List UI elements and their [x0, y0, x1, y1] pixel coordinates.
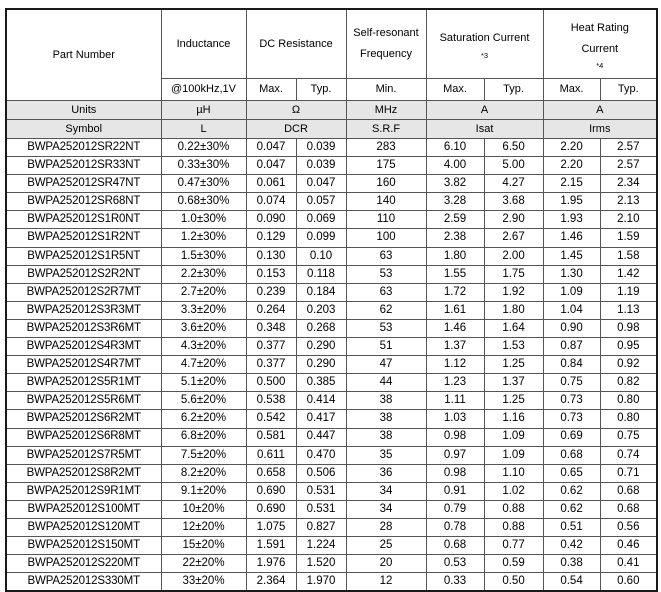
cell-dcr-max: 0.690 [246, 482, 296, 500]
cell-irms-max: 0.65 [543, 464, 600, 482]
header-heat-rating-current [543, 9, 657, 79]
cell-isat-max: 0.98 [426, 428, 484, 446]
cell-inductance: 3.3±20% [161, 301, 246, 319]
cell-srf-min: 140 [346, 193, 426, 211]
cell-isat-max: 1.12 [426, 356, 484, 374]
cell-dcr-max: 0.658 [246, 464, 296, 482]
cell-isat-max: 1.61 [426, 301, 484, 319]
cell-inductance: 22±20% [161, 555, 246, 573]
cell-srf-min: 63 [346, 247, 426, 265]
cell-part-number: BWPA252012S6R2MT [6, 410, 161, 428]
cell-dcr-max: 0.581 [246, 428, 296, 446]
subheader-dcr-typ: Typ. [296, 79, 346, 101]
cell-irms-max: 0.54 [543, 573, 600, 592]
cell-inductance: 0.33±30% [161, 157, 246, 175]
cell-srf-min: 28 [346, 518, 426, 536]
cell-irms-typ: 0.46 [600, 537, 657, 555]
table-row [6, 193, 657, 211]
cell-isat-max: 0.79 [426, 500, 484, 518]
cell-isat-max: 0.68 [426, 537, 484, 555]
cell-dcr-typ: 1.970 [296, 573, 346, 592]
cell-part-number: BWPA252012SR22NT [6, 139, 161, 157]
cell-isat-typ: 1.64 [484, 319, 543, 337]
cell-srf-min: 63 [346, 283, 426, 301]
cell-part-number: BWPA252012SR68NT [6, 193, 161, 211]
cell-isat-typ: 6.50 [484, 139, 543, 157]
cell-dcr-max: 2.364 [246, 573, 296, 592]
cell-inductance: 4.7±20% [161, 356, 246, 374]
cell-inductance: 15±20% [161, 537, 246, 555]
cell-dcr-max: 0.130 [246, 247, 296, 265]
cell-inductance: 1.5±30% [161, 247, 246, 265]
header-dc-resistance: DC Resistance [246, 9, 346, 79]
cell-irms-typ: 0.75 [600, 428, 657, 446]
table-row [6, 573, 657, 592]
cell-inductance: 12±20% [161, 518, 246, 536]
cell-isat-max: 3.82 [426, 175, 484, 193]
table-row [6, 356, 657, 374]
cell-inductance: 3.6±20% [161, 319, 246, 337]
cell-irms-typ: 1.42 [600, 265, 657, 283]
cell-isat-typ: 4.27 [484, 175, 543, 193]
subheader-isat-typ: Typ. [484, 79, 543, 101]
header-irms-line2: Current [581, 42, 619, 55]
cell-irms-typ: 0.80 [600, 410, 657, 428]
cell-dcr-max: 0.538 [246, 392, 296, 410]
cell-part-number: BWPA252012S1R0NT [6, 211, 161, 229]
header-isat-footnote: *3 [480, 50, 489, 60]
cell-srf-min: 100 [346, 229, 426, 247]
cell-dcr-max: 0.348 [246, 319, 296, 337]
header-srf-line2: Frequency [360, 48, 412, 60]
cell-dcr-max: 0.239 [246, 283, 296, 301]
cell-isat-max: 1.46 [426, 319, 484, 337]
table-row [6, 175, 657, 193]
cell-part-number: BWPA252012S1R5NT [6, 247, 161, 265]
cell-dcr-max: 0.061 [246, 175, 296, 193]
cell-dcr-typ: 0.118 [296, 265, 346, 283]
cell-irms-max: 1.04 [543, 301, 600, 319]
cell-inductance: 4.3±20% [161, 338, 246, 356]
cell-dcr-typ: 0.417 [296, 410, 346, 428]
cell-inductance: 2.7±20% [161, 283, 246, 301]
header-self-resonant-frequency [346, 9, 426, 79]
cell-dcr-typ: 0.039 [296, 157, 346, 175]
cell-inductance: 6.2±20% [161, 410, 246, 428]
cell-irms-typ: 2.34 [600, 175, 657, 193]
cell-inductance: 8.2±20% [161, 464, 246, 482]
cell-dcr-typ: 1.520 [296, 555, 346, 573]
cell-inductance: 10±20% [161, 500, 246, 518]
cell-part-number: BWPA252012S4R3MT [6, 338, 161, 356]
units-row [6, 101, 657, 120]
cell-isat-max: 1.37 [426, 338, 484, 356]
cell-irms-max: 0.69 [543, 428, 600, 446]
table-row [6, 211, 657, 229]
cell-srf-min: 44 [346, 374, 426, 392]
cell-dcr-max: 1.591 [246, 537, 296, 555]
cell-isat-typ: 1.25 [484, 356, 543, 374]
symbol-isat: Isat [426, 120, 543, 139]
cell-isat-typ: 1.25 [484, 392, 543, 410]
cell-irms-typ: 0.71 [600, 464, 657, 482]
cell-dcr-max: 0.264 [246, 301, 296, 319]
cell-inductance: 5.1±20% [161, 374, 246, 392]
table-row [6, 428, 657, 446]
cell-srf-min: 110 [346, 211, 426, 229]
header-irms-line1: Heat Rating [570, 21, 629, 34]
table-row [6, 518, 657, 536]
units-isat: A [426, 101, 543, 120]
symbol-label: Symbol [6, 120, 161, 139]
cell-inductance: 0.22±30% [161, 139, 246, 157]
cell-dcr-typ: 0.414 [296, 392, 346, 410]
cell-irms-max: 0.73 [543, 392, 600, 410]
cell-irms-max: 0.75 [543, 374, 600, 392]
cell-part-number: BWPA252012S5R1MT [6, 374, 161, 392]
cell-dcr-max: 0.074 [246, 193, 296, 211]
cell-irms-max: 1.46 [543, 229, 600, 247]
cell-part-number: BWPA252012S3R6MT [6, 319, 161, 337]
cell-srf-min: 25 [346, 537, 426, 555]
cell-part-number: BWPA252012S220MT [6, 555, 161, 573]
cell-irms-max: 0.62 [543, 500, 600, 518]
symbol-srf: S.R.F [346, 120, 426, 139]
cell-irms-typ: 0.82 [600, 374, 657, 392]
symbol-irms: Irms [543, 120, 657, 139]
units-label: Units [6, 101, 161, 120]
cell-irms-max: 0.73 [543, 410, 600, 428]
cell-inductance: 5.6±20% [161, 392, 246, 410]
cell-irms-max: 0.90 [543, 319, 600, 337]
cell-irms-typ: 0.95 [600, 338, 657, 356]
cell-irms-typ: 1.59 [600, 229, 657, 247]
cell-isat-max: 0.78 [426, 518, 484, 536]
cell-srf-min: 34 [346, 500, 426, 518]
cell-dcr-typ: 0.290 [296, 338, 346, 356]
cell-inductance: 33±20% [161, 573, 246, 592]
cell-dcr-max: 0.500 [246, 374, 296, 392]
cell-srf-min: 283 [346, 139, 426, 157]
subheader-irms-typ: Typ. [600, 79, 657, 101]
cell-irms-typ: 2.57 [600, 157, 657, 175]
cell-isat-max: 1.72 [426, 283, 484, 301]
cell-srf-min: 47 [346, 356, 426, 374]
cell-isat-max: 6.10 [426, 139, 484, 157]
cell-dcr-typ: 0.268 [296, 319, 346, 337]
cell-srf-min: 20 [346, 555, 426, 573]
cell-isat-typ: 1.80 [484, 301, 543, 319]
cell-isat-typ: 1.37 [484, 374, 543, 392]
cell-isat-typ: 1.09 [484, 428, 543, 446]
cell-part-number: BWPA252012S2R7MT [6, 283, 161, 301]
cell-irms-max: 0.84 [543, 356, 600, 374]
cell-irms-max: 1.45 [543, 247, 600, 265]
cell-irms-typ: 1.13 [600, 301, 657, 319]
cell-irms-typ: 2.10 [600, 211, 657, 229]
cell-srf-min: 51 [346, 338, 426, 356]
cell-dcr-typ: 0.385 [296, 374, 346, 392]
cell-irms-typ: 0.74 [600, 446, 657, 464]
cell-irms-max: 0.42 [543, 537, 600, 555]
cell-inductance: 1.2±30% [161, 229, 246, 247]
header-saturation-current [426, 9, 543, 79]
spec-sheet [5, 8, 656, 592]
cell-irms-max: 0.38 [543, 555, 600, 573]
cell-isat-typ: 2.00 [484, 247, 543, 265]
cell-isat-typ: 1.09 [484, 446, 543, 464]
table-row [6, 229, 657, 247]
cell-srf-min: 62 [346, 301, 426, 319]
cell-part-number: BWPA252012S1R2NT [6, 229, 161, 247]
cell-inductance: 2.2±30% [161, 265, 246, 283]
cell-irms-max: 2.20 [543, 157, 600, 175]
cell-dcr-typ: 0.184 [296, 283, 346, 301]
cell-isat-typ: 2.67 [484, 229, 543, 247]
cell-inductance: 9.1±20% [161, 482, 246, 500]
cell-isat-typ: 1.53 [484, 338, 543, 356]
cell-irms-max: 1.93 [543, 211, 600, 229]
header-isat-label: Saturation Current [439, 32, 530, 45]
cell-irms-typ: 0.68 [600, 500, 657, 518]
cell-dcr-max: 0.377 [246, 338, 296, 356]
header-irms-footnote: *4 [596, 61, 604, 71]
cell-part-number: BWPA252012SR47NT [6, 175, 161, 193]
cell-dcr-typ: 0.531 [296, 500, 346, 518]
cell-irms-typ: 1.58 [600, 247, 657, 265]
cell-isat-typ: 1.10 [484, 464, 543, 482]
cell-isat-max: 1.11 [426, 392, 484, 410]
cell-part-number: BWPA252012S150MT [6, 537, 161, 555]
table-row [6, 338, 657, 356]
table-row [6, 392, 657, 410]
cell-srf-min: 160 [346, 175, 426, 193]
cell-irms-typ: 0.56 [600, 518, 657, 536]
cell-inductance: 1.0±30% [161, 211, 246, 229]
inductor-spec-table [5, 8, 658, 592]
table-row [6, 537, 657, 555]
units-irms: A [543, 101, 657, 120]
symbol-dcr: DCR [246, 120, 346, 139]
cell-dcr-max: 0.153 [246, 265, 296, 283]
cell-isat-typ: 0.50 [484, 573, 543, 592]
cell-srf-min: 53 [346, 265, 426, 283]
subheader-inductance-condition: @100kHz,1V [161, 79, 246, 101]
cell-part-number: BWPA252012S9R1MT [6, 482, 161, 500]
cell-isat-typ: 0.88 [484, 500, 543, 518]
cell-srf-min: 38 [346, 392, 426, 410]
cell-inductance: 7.5±20% [161, 446, 246, 464]
cell-dcr-typ: 0.203 [296, 301, 346, 319]
cell-dcr-max: 0.611 [246, 446, 296, 464]
cell-dcr-typ: 1.224 [296, 537, 346, 555]
header-main-row [6, 9, 657, 79]
cell-dcr-max: 0.090 [246, 211, 296, 229]
table-body [6, 139, 657, 592]
cell-part-number: BWPA252012S4R7MT [6, 356, 161, 374]
cell-irms-max: 0.68 [543, 446, 600, 464]
symbol-inductance: L [161, 120, 246, 139]
cell-dcr-max: 1.075 [246, 518, 296, 536]
table-row [6, 319, 657, 337]
cell-isat-max: 0.53 [426, 555, 484, 573]
cell-part-number: BWPA252012S5R6MT [6, 392, 161, 410]
cell-irms-typ: 2.57 [600, 139, 657, 157]
cell-dcr-typ: 0.290 [296, 356, 346, 374]
cell-srf-min: 38 [346, 428, 426, 446]
cell-srf-min: 12 [346, 573, 426, 592]
header-srf-line1: Self-resonant [353, 27, 419, 40]
cell-dcr-max: 1.976 [246, 555, 296, 573]
cell-irms-typ: 0.92 [600, 356, 657, 374]
cell-isat-typ: 1.75 [484, 265, 543, 283]
cell-isat-max: 0.33 [426, 573, 484, 592]
cell-dcr-typ: 0.447 [296, 428, 346, 446]
cell-isat-max: 2.59 [426, 211, 484, 229]
cell-isat-typ: 0.59 [484, 555, 543, 573]
cell-irms-typ: 0.98 [600, 319, 657, 337]
symbol-row [6, 120, 657, 139]
units-dcr: Ω [246, 101, 346, 120]
table-row [6, 482, 657, 500]
table-row [6, 265, 657, 283]
header-part-number: Part Number [6, 9, 161, 101]
cell-dcr-typ: 0.470 [296, 446, 346, 464]
table-row [6, 464, 657, 482]
cell-part-number: BWPA252012S6R8MT [6, 428, 161, 446]
cell-dcr-typ: 0.10 [296, 247, 346, 265]
cell-dcr-typ: 0.099 [296, 229, 346, 247]
cell-srf-min: 175 [346, 157, 426, 175]
cell-irms-typ: 1.19 [600, 283, 657, 301]
table-row [6, 283, 657, 301]
cell-irms-typ: 0.41 [600, 555, 657, 573]
cell-dcr-typ: 0.506 [296, 464, 346, 482]
table-row [6, 555, 657, 573]
cell-irms-max: 2.15 [543, 175, 600, 193]
cell-irms-max: 1.30 [543, 265, 600, 283]
cell-isat-typ: 5.00 [484, 157, 543, 175]
table-row [6, 301, 657, 319]
cell-dcr-typ: 0.057 [296, 193, 346, 211]
header-inductance: Inductance [161, 9, 246, 79]
cell-part-number: BWPA252012S7R5MT [6, 446, 161, 464]
cell-srf-min: 38 [346, 410, 426, 428]
cell-irms-max: 2.20 [543, 139, 600, 157]
cell-isat-max: 1.23 [426, 374, 484, 392]
cell-irms-max: 0.87 [543, 338, 600, 356]
cell-srf-min: 36 [346, 464, 426, 482]
cell-irms-typ: 0.80 [600, 392, 657, 410]
cell-inductance: 6.8±20% [161, 428, 246, 446]
cell-isat-typ: 1.92 [484, 283, 543, 301]
cell-irms-max: 1.09 [543, 283, 600, 301]
cell-isat-typ: 1.16 [484, 410, 543, 428]
cell-dcr-max: 0.690 [246, 500, 296, 518]
cell-isat-typ: 0.88 [484, 518, 543, 536]
cell-irms-typ: 0.60 [600, 573, 657, 592]
cell-dcr-typ: 0.047 [296, 175, 346, 193]
cell-isat-max: 0.91 [426, 482, 484, 500]
cell-isat-max: 0.97 [426, 446, 484, 464]
cell-dcr-typ: 0.531 [296, 482, 346, 500]
table-row [6, 446, 657, 464]
cell-dcr-max: 0.129 [246, 229, 296, 247]
cell-part-number: BWPA252012S2R2NT [6, 265, 161, 283]
cell-part-number: BWPA252012S8R2MT [6, 464, 161, 482]
cell-isat-max: 1.80 [426, 247, 484, 265]
table-row [6, 500, 657, 518]
cell-dcr-max: 0.047 [246, 157, 296, 175]
cell-srf-min: 35 [346, 446, 426, 464]
cell-dcr-typ: 0.069 [296, 211, 346, 229]
cell-part-number: BWPA252012S100MT [6, 500, 161, 518]
cell-isat-max: 3.28 [426, 193, 484, 211]
cell-dcr-max: 0.047 [246, 139, 296, 157]
units-inductance: µH [161, 101, 246, 120]
subheader-irms-max: Max. [543, 79, 600, 101]
cell-irms-max: 0.51 [543, 518, 600, 536]
cell-isat-max: 2.38 [426, 229, 484, 247]
cell-inductance: 0.47±30% [161, 175, 246, 193]
cell-part-number: BWPA252012S330MT [6, 573, 161, 592]
cell-isat-typ: 2.90 [484, 211, 543, 229]
cell-isat-typ: 0.77 [484, 537, 543, 555]
table-row [6, 157, 657, 175]
cell-irms-typ: 0.68 [600, 482, 657, 500]
cell-isat-max: 1.55 [426, 265, 484, 283]
cell-irms-max: 1.95 [543, 193, 600, 211]
units-srf: MHz [346, 101, 426, 120]
cell-isat-max: 4.00 [426, 157, 484, 175]
table-row [6, 410, 657, 428]
cell-part-number: BWPA252012S3R3MT [6, 301, 161, 319]
cell-dcr-max: 0.377 [246, 356, 296, 374]
cell-isat-max: 1.03 [426, 410, 484, 428]
cell-srf-min: 34 [346, 482, 426, 500]
cell-part-number: BWPA252012SR33NT [6, 157, 161, 175]
cell-dcr-typ: 0.039 [296, 139, 346, 157]
table-row [6, 247, 657, 265]
table-row [6, 139, 657, 157]
table-header [6, 9, 657, 139]
cell-isat-max: 0.98 [426, 464, 484, 482]
subheader-dcr-max: Max. [246, 79, 296, 101]
cell-irms-max: 0.62 [543, 482, 600, 500]
subheader-srf-min: Min. [346, 79, 426, 101]
cell-isat-typ: 1.02 [484, 482, 543, 500]
cell-srf-min: 53 [346, 319, 426, 337]
cell-irms-typ: 2.13 [600, 193, 657, 211]
cell-isat-typ: 3.68 [484, 193, 543, 211]
cell-inductance: 0.68±30% [161, 193, 246, 211]
subheader-isat-max: Max. [426, 79, 484, 101]
cell-dcr-max: 0.542 [246, 410, 296, 428]
cell-part-number: BWPA252012S120MT [6, 518, 161, 536]
cell-dcr-typ: 0.827 [296, 518, 346, 536]
table-row [6, 374, 657, 392]
